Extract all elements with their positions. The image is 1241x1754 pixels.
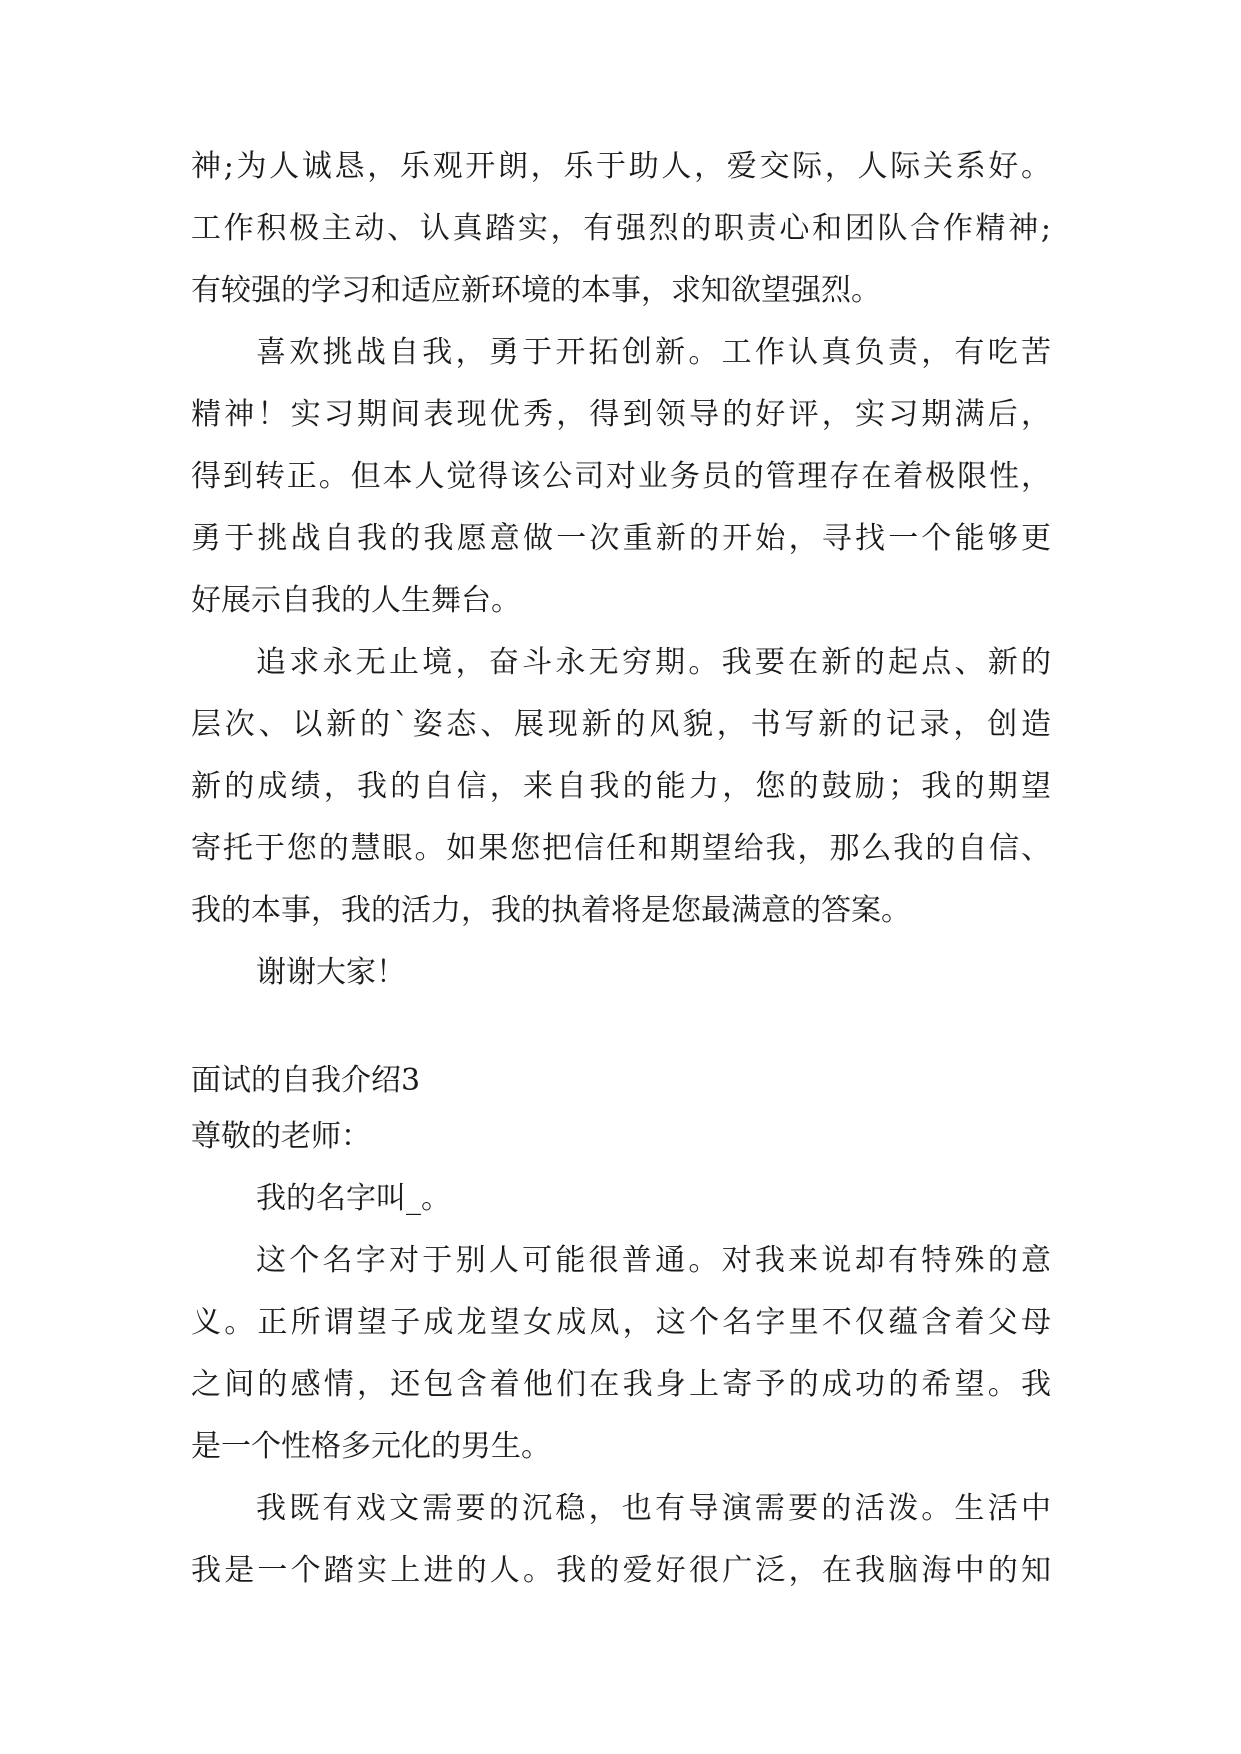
paragraph-line: 寄托于您的慧眼。如果您把信任和期望给我，那么我的自信、: [191, 831, 1051, 866]
paragraph-line: 我的名字叫_。: [256, 1181, 451, 1216]
paragraph-line: 是一个性格多元化的男生。: [191, 1429, 551, 1464]
closing-line: 谢谢大家！: [256, 955, 406, 990]
paragraph-line: 层次、以新的`姿态、展现新的风貌，书写新的记录，创造: [191, 707, 1051, 742]
paragraph-line: 我是一个踏实上进的人。我的爱好很广泛，在我脑海中的知: [191, 1553, 1051, 1588]
paragraph-line: 神;为人诚恳，乐观开朗，乐于助人，爱交际，人际关系好。: [191, 149, 1051, 184]
salutation: 尊敬的老师：: [191, 1119, 371, 1154]
paragraph-line: 之间的感情，还包含着他们在我身上寄予的成功的希望。我: [191, 1367, 1051, 1402]
paragraph-line: 我既有戏文需要的沉稳，也有导演需要的活泼。生活中: [256, 1491, 1051, 1526]
paragraph-line: 义。正所谓望子成龙望女成凤，这个名字里不仅蕴含着父母: [191, 1305, 1051, 1340]
paragraph-line: 工作积极主动、认真踏实，有强烈的职责心和团队合作精神;: [191, 211, 1051, 246]
paragraph-line: 得到转正。但本人觉得该公司对业务员的管理存在着极限性，: [191, 459, 1051, 494]
paragraph-line: 追求永无止境，奋斗永无穷期。我要在新的起点、新的: [256, 645, 1051, 680]
paragraph-line: 勇于挑战自我的我愿意做一次重新的开始，寻找一个能够更: [191, 521, 1051, 556]
paragraph-line: 有较强的学习和适应新环境的本事，求知欲望强烈。: [191, 273, 881, 308]
paragraph-line: 新的成绩，我的自信，来自我的能力，您的鼓励；我的期望: [191, 769, 1051, 804]
paragraph-line: 精神！实习期间表现优秀，得到领导的好评，实习期满后，: [191, 397, 1051, 432]
section-title: 面试的自我介绍3: [191, 1063, 421, 1098]
paragraph-line: 这个名字对于别人可能很普通。对我来说却有特殊的意: [256, 1243, 1051, 1278]
paragraph-line: 喜欢挑战自我，勇于开拓创新。工作认真负责，有吃苦: [256, 335, 1051, 370]
paragraph-line: 好展示自我的人生舞台。: [191, 583, 521, 618]
paragraph-line: 我的本事，我的活力，我的执着将是您最满意的答案。: [191, 893, 911, 928]
